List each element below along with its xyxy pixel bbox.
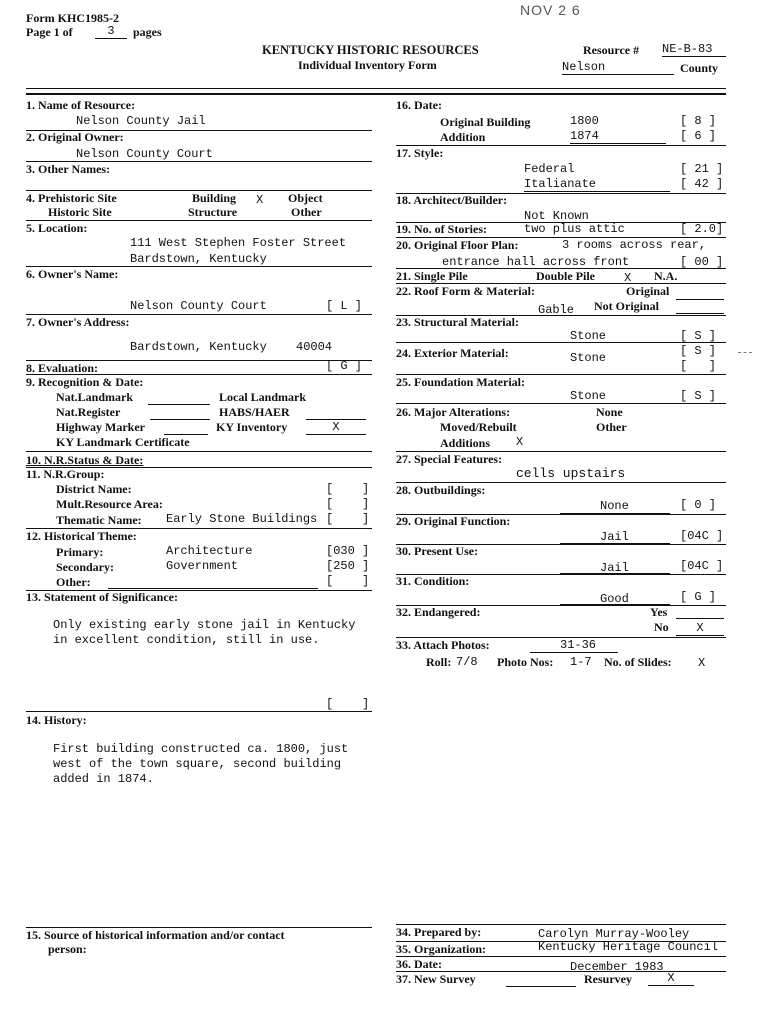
field-9-label: 9. Recognition & Date: <box>26 375 144 389</box>
roof-original-label: Original <box>626 284 670 298</box>
significance-line-1: Only existing early stone jail in Kentucky <box>53 618 356 632</box>
location-line-1: 111 West Stephen Foster Street <box>130 236 347 250</box>
field-13-label: 13. Statement of Significance: <box>26 590 178 604</box>
owner-code: [ L ] <box>326 299 363 313</box>
field-22-label: 22. Roof Form & Material: <box>396 284 535 298</box>
header-rule-thick <box>26 93 726 95</box>
na-label: N.A. <box>654 269 678 283</box>
history-line-1: First building constructed ca. 1800, just <box>53 742 349 756</box>
field-29-label: 29. Original Function: <box>396 514 511 528</box>
field-7-label: 7. Owner's Address: <box>26 315 130 329</box>
foundation-material: Stone <box>570 389 607 403</box>
addition-label: Addition <box>440 130 486 144</box>
thematic-name-value: Early Stone Buildings <box>166 512 318 526</box>
field-17-label: 17. Style: <box>396 146 444 160</box>
mult-resource-code: [ ] <box>326 497 370 511</box>
roll-value: 7/8 <box>456 655 478 669</box>
resurvey-mark: X <box>648 971 694 986</box>
roll-label: Roll: <box>426 655 452 669</box>
additions-label: Additions <box>440 436 491 450</box>
field-24-label: 24. Exterior Material: <box>396 346 509 360</box>
location-line-2: Bardstown, Kentucky <box>130 252 267 266</box>
other-label: Other <box>291 205 322 219</box>
secondary-theme: Government <box>166 559 239 573</box>
stories-code: [ 2.0] <box>680 222 724 236</box>
original-building-date: 1800 <box>570 114 599 128</box>
floor-plan-code: [ 00 ] <box>680 255 724 269</box>
original-building-code: [ 8 ] <box>680 114 717 128</box>
field-1-label: 1. Name of Resource: <box>26 98 136 112</box>
field-4-label: 4. Prehistoric Site <box>26 191 117 205</box>
field-16-label: 16. Date: <box>396 98 442 112</box>
addition-date: 1874 <box>570 129 599 143</box>
pages-label: pages <box>133 25 162 39</box>
present-use-code: [04C ] <box>680 559 724 573</box>
history-line-3: added in 1874. <box>53 772 154 786</box>
special-features: cells upstairs <box>516 466 626 481</box>
scan-speck <box>738 352 752 353</box>
roof-not-original-label: Not Original <box>594 299 659 313</box>
photo-nos-label: Photo Nos: <box>497 655 554 669</box>
field-5-label: 5. Location: <box>26 221 88 235</box>
style-2: Italianate <box>524 177 597 191</box>
field-3-label: 3. Other Names: <box>26 162 111 176</box>
building-mark: X <box>256 193 264 207</box>
field-35-label: 35. Organization: <box>396 942 486 956</box>
primary-theme: Architecture <box>166 544 253 558</box>
foundation-code: [ S ] <box>680 389 717 403</box>
field-2-label: 2. Original Owner: <box>26 130 124 144</box>
field-11-label: 11. N.R.Group: <box>26 467 105 481</box>
field-18-label: 18. Architect/Builder: <box>396 193 508 207</box>
ky-landmark-cert-label: KY Landmark Certificate <box>56 435 190 449</box>
exterior-material: Stone <box>570 351 607 365</box>
highway-marker-label: Highway Marker <box>56 420 145 434</box>
resource-name: Nelson County Jail <box>76 114 206 128</box>
other-theme-code: [ ] <box>326 574 370 588</box>
photos-range: 31-36 <box>560 638 597 652</box>
endangered-no-mark: X <box>676 621 724 636</box>
field-30-label: 30. Present Use: <box>396 544 479 558</box>
style-1: Federal <box>524 162 575 176</box>
floor-plan-line-1: 3 rooms across rear, <box>562 238 707 252</box>
evaluation-code: [ G ] <box>326 359 363 373</box>
double-pile-mark: X <box>624 271 632 285</box>
field-15-label: 15. Source of historical information and/or contact <box>26 928 285 942</box>
habs-haer-label: HABS/HAER <box>219 405 290 419</box>
floor-plan-line-2: entrance hall across front <box>442 255 630 269</box>
field-19-label: 19. No. of Stories: <box>396 222 487 236</box>
page-count: 3 <box>95 24 127 39</box>
outbuildings-code: [ 0 ] <box>680 498 717 512</box>
original-function: Jail <box>600 530 629 544</box>
condition-value: Good <box>600 592 629 606</box>
significance-code: [ ] <box>326 697 370 711</box>
secondary-code: [250 ] <box>326 559 370 573</box>
exterior-code: [ S ] <box>680 344 717 358</box>
field-23-label: 23. Structural Material: <box>396 315 519 329</box>
field-36-label: 36. Date: <box>396 957 442 971</box>
primary-label: Primary: <box>56 545 104 559</box>
field-10-label: 10. N.R.Status & Date: <box>26 453 144 467</box>
field-12-label: 12. Historical Theme: <box>26 529 137 543</box>
exterior-code-2: [ ] <box>680 359 717 373</box>
owner-address: Bardstown, Kentucky <box>130 340 267 354</box>
object-label: Object <box>288 191 323 205</box>
structure-label: Structure <box>188 205 238 219</box>
history-line-2: west of the town square, second building <box>53 757 342 771</box>
district-code: [ ] <box>326 482 370 496</box>
primary-code: [030 ] <box>326 544 370 558</box>
style-1-code: [ 21 ] <box>680 162 724 176</box>
field-32-label: 32. Endangered: <box>396 605 481 619</box>
other-theme-label: Other: <box>56 575 91 589</box>
slides-value: X <box>698 656 706 670</box>
thematic-code: [ ] <box>326 512 370 526</box>
photo-nos-value: 1-7 <box>570 655 592 669</box>
nat-landmark-label: Nat.Landmark <box>56 390 134 404</box>
field-27-label: 27. Special Features: <box>396 452 503 466</box>
endangered-yes-label: Yes <box>650 605 668 619</box>
ky-inventory-label: KY Inventory <box>216 420 288 434</box>
resource-label: Resource # <box>583 43 640 57</box>
field-8-label: 8. Evaluation: <box>26 361 99 375</box>
moved-rebuilt-label: Moved/Rebuilt <box>440 420 517 434</box>
structural-code: [ S ] <box>680 329 717 343</box>
date-stamp: NOV 2 6 <box>520 2 581 18</box>
field-31-label: 31. Condition: <box>396 574 470 588</box>
owner-name: Nelson County Court <box>130 299 267 313</box>
prepared-by: Carolyn Murray-Wooley <box>538 927 690 941</box>
stories-value: two plus attic <box>524 222 625 236</box>
field-25-label: 25. Foundation Material: <box>396 375 525 389</box>
none-label: None <box>596 405 623 419</box>
outbuildings-value: None <box>600 499 629 513</box>
ky-inventory-mark: X <box>306 420 366 435</box>
county-label: County <box>680 61 719 75</box>
other-alteration-label: Other <box>596 420 627 434</box>
form-subtitle: Individual Inventory Form <box>298 58 437 72</box>
field-34-label: 34. Prepared by: <box>396 925 482 939</box>
original-function-code: [04C ] <box>680 529 724 543</box>
addition-code: [ 6 ] <box>680 129 717 143</box>
form-id: Form KHC1985-2 <box>26 11 119 25</box>
architect-value: Not Known <box>524 209 589 223</box>
local-landmark-label: Local Landmark <box>219 390 307 404</box>
additions-mark: X <box>516 435 524 449</box>
roof-form-value: Gable <box>538 303 575 317</box>
resource-number: NE-B-83 <box>662 42 726 57</box>
field-21-label: 21. Single Pile <box>396 269 468 283</box>
style-2-code: [ 42 ] <box>680 177 724 191</box>
field-15-label-2: person: <box>48 942 87 956</box>
field-14-label: 14. History: <box>26 713 87 727</box>
owner-zip: 40004 <box>296 340 333 354</box>
field-20-label: 20. Original Floor Plan: <box>396 238 519 252</box>
district-name-label: District Name: <box>56 482 132 496</box>
field-26-label: 26. Major Alterations: <box>396 405 511 419</box>
organization: Kentucky Heritage Council <box>538 940 719 954</box>
double-pile-label: Double Pile <box>536 269 595 283</box>
field-37-label: 37. New Survey <box>396 972 476 986</box>
field-6-label: 6. Owner's Name: <box>26 267 119 281</box>
secondary-label: Secondary: <box>56 560 114 574</box>
resurvey-label: Resurvey <box>584 972 632 986</box>
county-value: Nelson <box>562 60 674 75</box>
original-building-label: Original Building <box>440 115 531 129</box>
form-title: KENTUCKY HISTORIC RESOURCES <box>262 43 479 57</box>
field-28-label: 28. Outbuildings: <box>396 483 486 497</box>
mult-resource-label: Mult.Resource Area: <box>56 497 163 511</box>
thematic-name-label: Thematic Name: <box>56 513 142 527</box>
significance-line-2: in excellent condition, still in use. <box>53 633 320 647</box>
nat-register-label: Nat.Register <box>56 405 121 419</box>
slides-label: No. of Slides: <box>604 655 672 669</box>
condition-code: [ G ] <box>680 590 717 604</box>
endangered-no-label: No <box>654 620 669 634</box>
structural-material: Stone <box>570 329 607 343</box>
original-owner: Nelson County Court <box>76 147 213 161</box>
historic-site-label: Historic Site <box>48 205 112 219</box>
present-use: Jail <box>600 561 629 575</box>
building-label: Building <box>192 191 237 205</box>
field-33-label: 33. Attach Photos: <box>396 638 490 652</box>
header-rule <box>26 88 726 89</box>
prepared-date: December 1983 <box>570 960 664 974</box>
page-label: Page 1 of <box>26 25 73 39</box>
